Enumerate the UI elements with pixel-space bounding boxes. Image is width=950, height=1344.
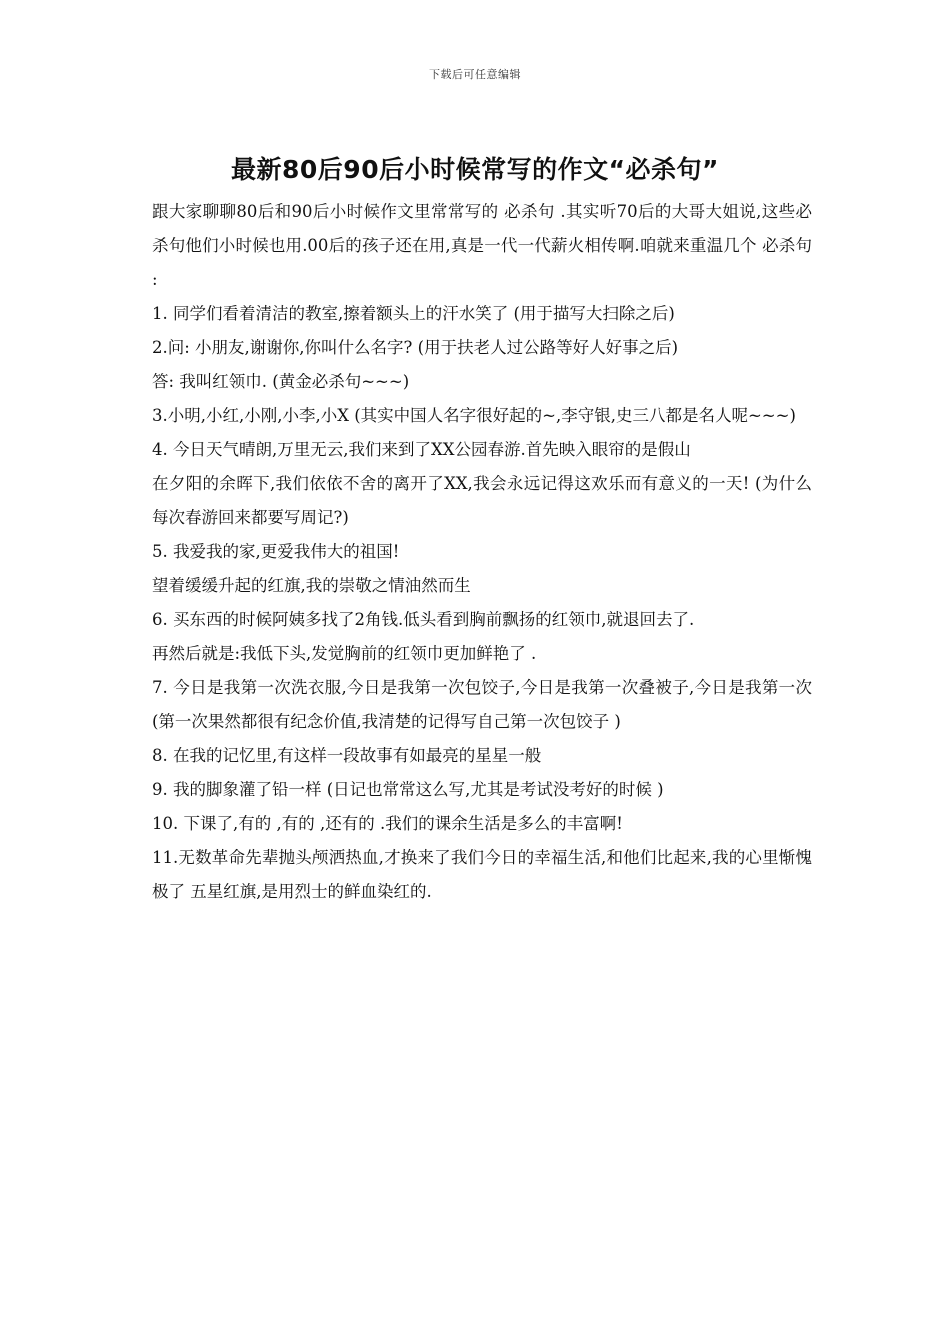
list-item-4: 4. 今日天气晴朗,万里无云,我们来到了XX公园春游.首先映入眼帘的是假山 <box>152 440 691 459</box>
list-item-1: 1. 同学们看着清洁的教室,擦着额头上的汗水笑了 (用于描写大扫除之后) <box>152 304 675 323</box>
list-item-6-continued: 再然后就是:我低下头,发觉胸前的红领巾更加鲜艳了 . <box>152 644 537 663</box>
list-item-8: 8. 在我的记忆里,有这样一段故事有如最亮的星星一般 <box>152 746 542 765</box>
list-item-5-continued: 望着缓缓升起的红旗,我的崇敬之情油然而生 <box>152 576 471 595</box>
header-note: 下载后可任意编辑 <box>429 68 521 81</box>
list-item-5: 5. 我爱我的家,更爱我伟大的祖国! <box>152 542 400 561</box>
list-item-7: 7. 今日是我第一次洗衣服,今日是我第一次包饺子,今日是我第一次叠被子,今日是我第一次 (第一次果然都很有纪念价值,我清楚的记得写自己第一次包饺子 ) <box>152 678 812 731</box>
document-title: 最新80后90后小时候常写的作文“必杀句” <box>231 155 719 184</box>
list-item-10: 10. 下课了,有的 ,有的 ,还有的 .我们的课余生活是多么的丰富啊! <box>152 814 623 833</box>
list-item-9: 9. 我的脚象灌了铅一样 (日记也常常这么写,尤其是考试没考好的时候 ) <box>152 780 664 799</box>
list-item-6: 6. 买东西的时候阿姨多找了2角钱.低头看到胸前飘扬的红领巾,就退回去了. <box>152 610 695 629</box>
intro-paragraph: 跟大家聊聊80后和90后小时候作文里常常写的 必杀句 .其实听70后的大哥大姐说,这些必杀句他们小时候也用.00后的孩子还在用,真是一代一代薪火相传啊.咱就来重温几个 必杀句 : <box>152 202 812 289</box>
list-item-4-continued: 在夕阳的余晖下,我们依依不舍的离开了XX,我会永远记得这欢乐而有意义的一天! (为什么每次春游回来都要写周记?) <box>152 474 812 527</box>
list-item-3: 3.小明,小红,小刚,小李,小X (其实中国人名字很好起的~,李守银,史三八都是名人呢~~~) <box>152 406 796 425</box>
document-body <box>144 195 812 909</box>
list-item-2: 2.问: 小朋友,谢谢你,你叫什么名字? (用于扶老人过公路等好人好事之后) <box>152 338 679 357</box>
list-item-2-answer: 答: 我叫红领巾. (黄金必杀句~~~) <box>152 372 410 391</box>
list-item-11: 11.无数革命先辈抛头颅洒热血,才换来了我们今日的幸福生活,和他们比起来,我的心里惭愧极了 五星红旗,是用烈士的鲜血染红的. <box>152 848 812 901</box>
